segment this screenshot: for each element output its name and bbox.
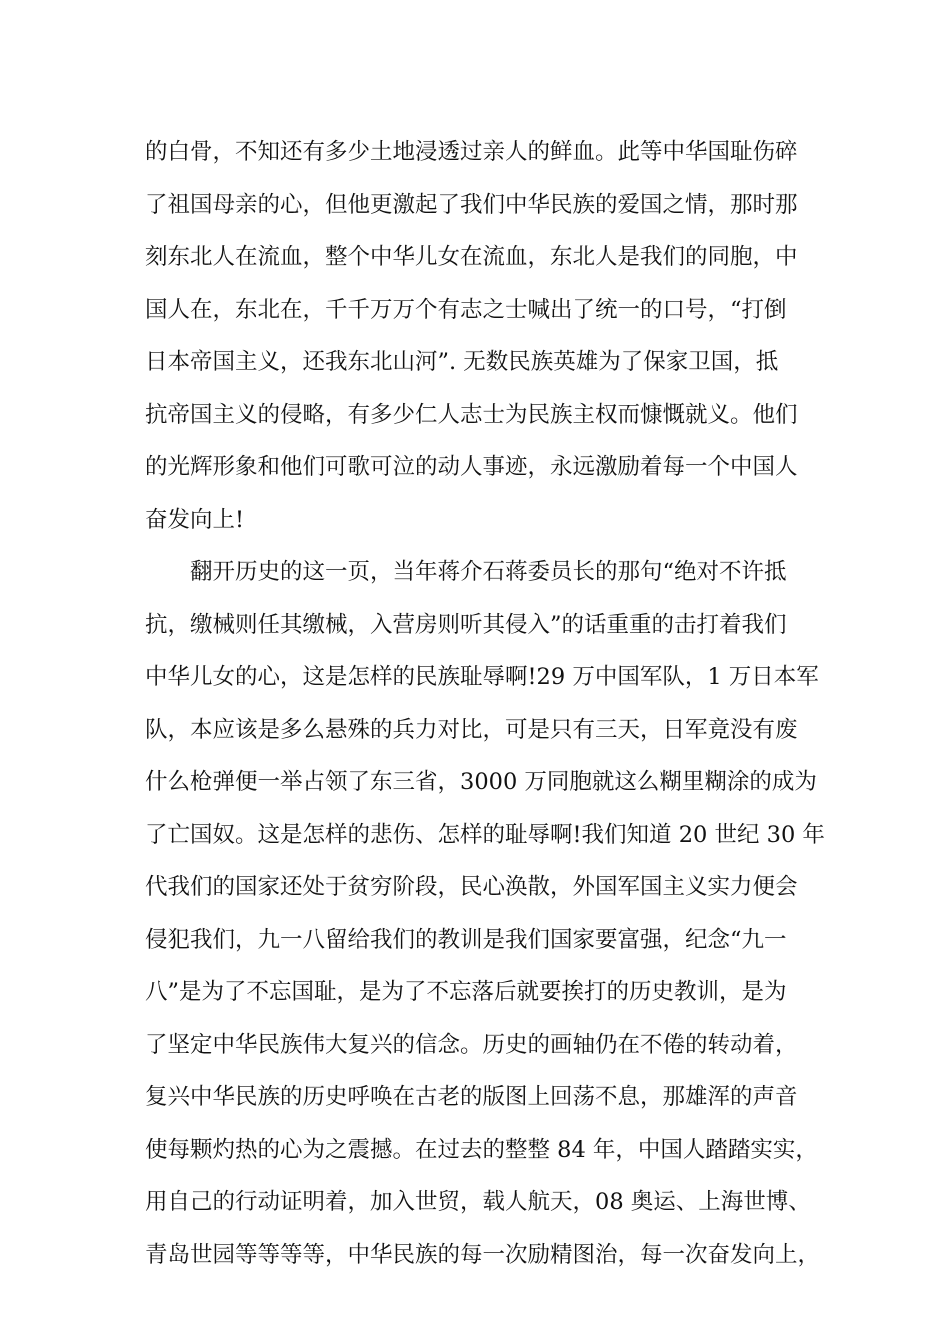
text-line: 国人在，东北在，千千万万个有志之士喊出了统一的口号，“打倒: [145, 296, 787, 323]
text-line: 了坚定中华民族伟大复兴的信念。历史的画轴仍在不倦的转动着，: [145, 1031, 798, 1058]
text-line: 中华儿女的心，这是怎样的民族耻辱啊!29 万中国军队，1 万日本军: [145, 664, 819, 690]
text-line: 刻东北人在流血，整个中华儿女在流血，东北人是我们的同胞，中: [145, 244, 798, 270]
text-line: 日本帝国主义，还我东北山河”. 无数民族英雄为了保家卫国，抵: [145, 349, 779, 375]
text-line: 队，本应该是多么悬殊的兵力对比，可是只有三天，日军竟没有废: [145, 716, 798, 743]
text-line: 的光辉形象和他们可歌可泣的动人事迹，永远激励着每一个中国人: [145, 454, 798, 480]
text-line: 什么枪弹便一举占领了东三省，3000 万同胞就这么糊里糊涂的成为: [145, 769, 817, 795]
text-line: 了祖国母亲的心，但他更激起了我们中华民族的爱国之情，那时那: [145, 191, 798, 218]
text-line: 侵犯我们，九一八留给我们的教训是我们国家要富强，纪念“九一: [145, 926, 787, 953]
text-line: 翻开历史的这一页，当年蒋介石蒋委员长的那句“绝对不许抵: [190, 559, 787, 585]
body-text: [145, 126, 835, 1281]
text-line: 的白骨，不知还有多少土地浸透过亲人的鲜血。此等中华国耻伤碎: [145, 139, 798, 165]
text-line: 抗，缴械则任其缴械，入营房则听其侵入”的话重重的击打着我们: [145, 611, 787, 638]
text-line: 奋发向上!: [145, 506, 245, 533]
text-line: 代我们的国家还处于贫穷阶段，民心涣散，外国军国主义实力便会: [145, 874, 798, 900]
text-line: 八”是为了不忘国耻，是为了不忘落后就要挨打的历史教训，是为: [145, 979, 787, 1005]
text-line: 了亡国奴。这是怎样的悲伤、怎样的耻辱啊!我们知道 20 世纪 30 年: [145, 821, 825, 848]
text-line: 用自己的行动证明着，加入世贸，载人航天，08 奥运、上海世博、: [145, 1189, 811, 1215]
text-line: 使每颗灼热的心为之震撼。在过去的整整 84 年，中国人踏踏实实，: [145, 1136, 818, 1163]
text-line: 复兴中华民族的历史呼唤在古老的版图上回荡不息，那雄浑的声音: [145, 1084, 798, 1110]
text-line: 青岛世园等等等等，中华民族的每一次励精图治，每一次奋发向上，: [145, 1241, 821, 1268]
text-line: 抗帝国主义的侵略，有多少仁人志士为民族主权而慷慨就义。他们: [145, 401, 798, 428]
